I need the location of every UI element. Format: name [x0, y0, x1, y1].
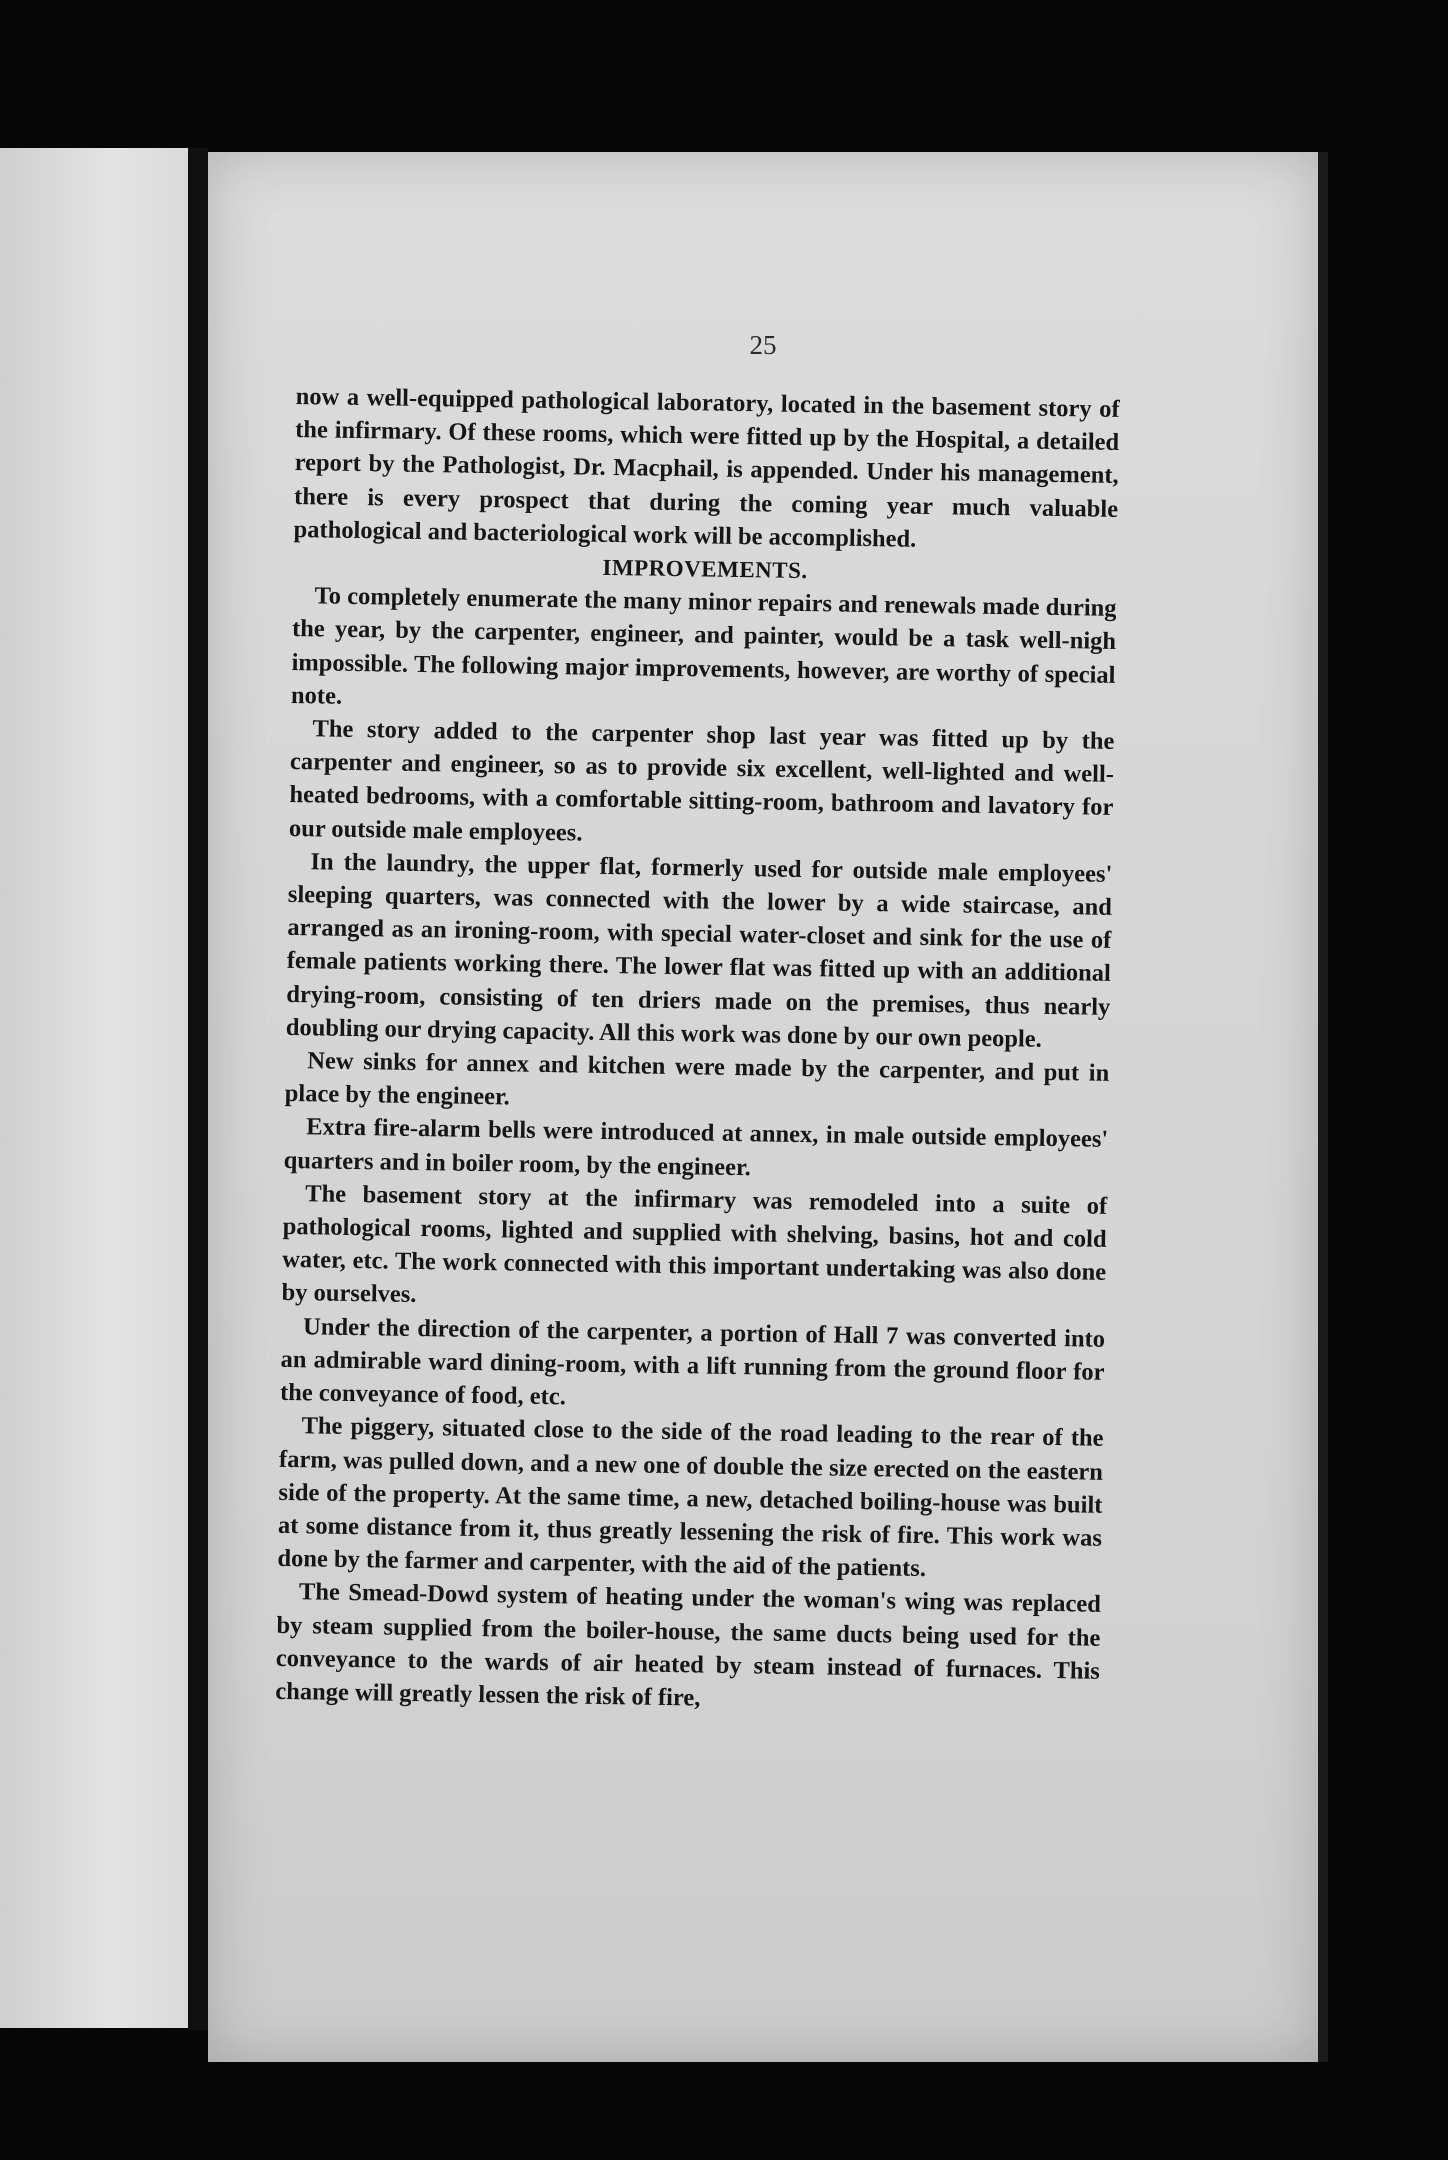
intro-paragraph: now a well-equipped pathological laboratory, located in the basement story of the infirmary. Of these rooms, which were fitted up by the Hospital, a detailed report by the Pathologist, Dr. Macphail, is appended. Under his management, there is every prospect that during the coming year much valuable pathological and bacteriological work will be accomplished.: [293, 382, 1120, 553]
page-number: 25: [749, 330, 777, 360]
paragraph: Under the direction of the carpenter, a portion of Hall 7 was converted into an admirable ward dining-room, with a lift running from the ground floor for the conveyance of food, etc.: [279, 1312, 1106, 1411]
paragraph: The basement story at the infirmary was remodeled into a suite of pathological rooms, lighted and supplied with shelving, basins, hot and cold water, etc. The work connected with this important undertaking was also done by ourselves.: [281, 1180, 1108, 1309]
document-page: [208, 152, 1328, 2062]
paragraph: The piggery, situated close to the side of the road leading to the rear of the farm, was pulled down, and a new one of double the size erected on the eastern side of the property. At the same time, a new, detached boiling-house was built at some distance from it, thus greatly lessening the risk of fire. This work was done by the farmer and carpenter, with the aid of the patients.: [277, 1412, 1104, 1583]
paragraph: To completely enumerate the many minor repairs and renewals made during the year, by the carpenter, engineer, and painter, would be a task well-nigh impossible. The following major improvements, however, are worthy of special note.: [290, 582, 1117, 710]
paragraph: New sinks for annex and kitchen were made by the carpenter, and put in place by the engineer.: [284, 1047, 1110, 1111]
paragraph: Extra fire-alarm bells were introduced at annex, in male outside employees' quarters and in boiler room, by the engineer.: [283, 1113, 1109, 1181]
paragraph: The Smead-Dowd system of heating under the woman's wing was replaced by steam supplied from the boiler-house, the same ducts being used for the conveyance to the wards of air heated by steam instead of furnaces. This change will greatly lessen the risk of fire,: [275, 1578, 1102, 1712]
paragraph: In the laundry, the upper flat, formerly used for outside male employees' sleeping quarters, was connected with the lower by a wide staircase, and arranged as an ironing-room, with special water-closet and sink for the use of female patients working there. The lower flat was fitted up with an additional drying-room, consisting of ten driers made on the premises, thus nearly doubling our drying capacity. All this work was done by our own people.: [285, 848, 1113, 1053]
previous-page-edge: [0, 148, 188, 2028]
paragraph: The story added to the carpenter shop last year was fitted up by the carpenter and engineer, so as to provide six excellent, well-lighted and well-heated bedrooms, with a comfortable sitting-room, bathroom and lavatory for our outside male employees.: [288, 715, 1115, 847]
book-gutter: [188, 148, 208, 2030]
page-text: [275, 380, 1120, 1721]
section-heading: IMPROVEMENTS.: [602, 554, 808, 584]
